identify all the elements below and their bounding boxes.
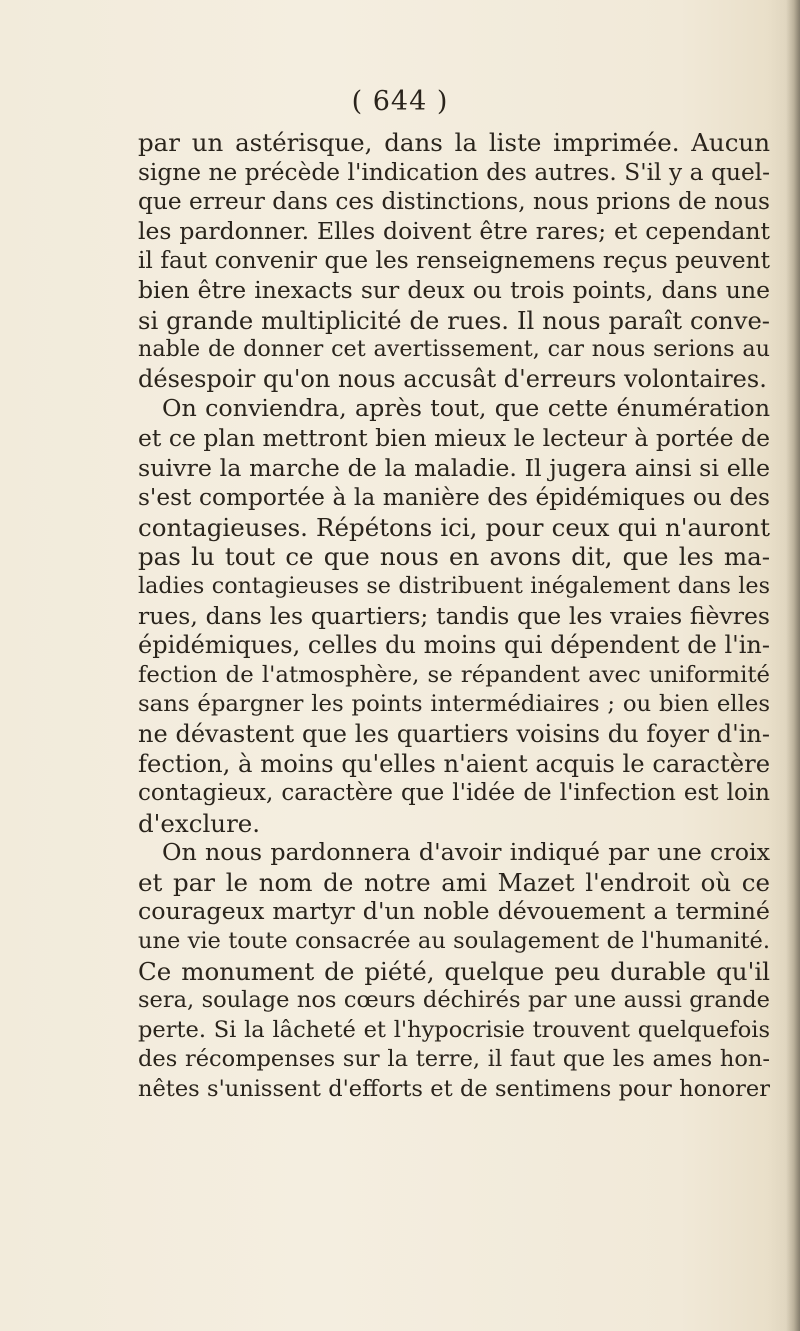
text-line: courageux martyr d'un noble dévouement a terminé [138,897,770,926]
text-line: contagieuses. Répétons ici, pour ceux qui n'auront [138,512,770,542]
text-line: des récompenses sur la terre, il faut que les ames hon- [138,1046,770,1073]
text-line: contagieux, caractère que l'idée de l'infection est loin [138,780,770,807]
page-number: ( 644 ) [351,86,449,117]
text-line: nable de donner cet avertissement, car nous serions au [138,336,770,363]
text-line: Ce monument de piété, quelque peu durable qu'il [138,956,770,986]
body-text [138,128,770,1105]
text-line: s'est comportée à la manière des épidémiques ou des [138,484,770,512]
text-line: bien être inexacts sur deux ou trois points, dans une [138,275,770,304]
text-line: si grande multiplicité de rues. Il nous paraît conve- [138,305,770,335]
text-line: d'exclure. [138,808,261,838]
text-line: perte. Si la lâcheté et l'hypocrisie trouvent quelquefois [138,1016,770,1043]
text-line: pas lu tout ce que nous en avons dit, que les ma- [138,542,770,572]
text-line: par un astérisque, dans la liste imprimée. Aucun [138,128,770,157]
text-line: épidémiques, celles du moins qui dépendent de l'in- [138,631,770,660]
text-line: signe ne précède l'indication des autres. S'il y a quel- [138,158,770,186]
text-line: une vie toute consacrée au soulagement de l'humanité. [138,928,770,955]
text-line: et par le nom de notre ami Mazet l'endroit où ce [138,867,770,897]
text-line: il faut convenir que les renseignemens reçus peuvent [138,247,770,275]
text-line: fection, à moins qu'elles n'aient acquis le caractère [138,749,771,779]
text-line: On nous pardonnera d'avoir indiqué par une croix [162,838,770,867]
text-line: rues, dans les quartiers; tandis que les vraies fièvres [138,601,770,630]
text-line: suivre la marche de la maladie. Il jugera ainsi si elle [138,453,770,482]
text-line: et ce plan mettront bien mieux le lecteur à portée de [138,423,770,452]
text-line: nêtes s'unissent d'efforts et de sentimens pour honorer [138,1076,770,1102]
text-line: désespoir qu'on nous accusât d'erreurs volontaires. [138,364,767,393]
text-line: sera, soulage nos cœurs déchirés par une aussi grande [138,987,770,1014]
text-line: ladies contagieuses se distribuent inégalement dans les [138,572,770,599]
text-line: fection de l'atmosphère, se répandent avec uniformité [138,661,770,688]
text-line: On conviendra, après tout, que cette énumération [162,394,770,423]
text-line: ne dévastent que les quartiers voisins du foyer d'in- [138,719,770,748]
text-line: sans épargner les points intermédiaires ; ou bien elles [138,691,770,718]
text-line: que erreur dans ces distinctions, nous prions de nous [138,188,770,216]
page-edge-shadow [786,0,800,1331]
text-line: les pardonner. Elles doivent être rares; et cependant [138,216,770,245]
